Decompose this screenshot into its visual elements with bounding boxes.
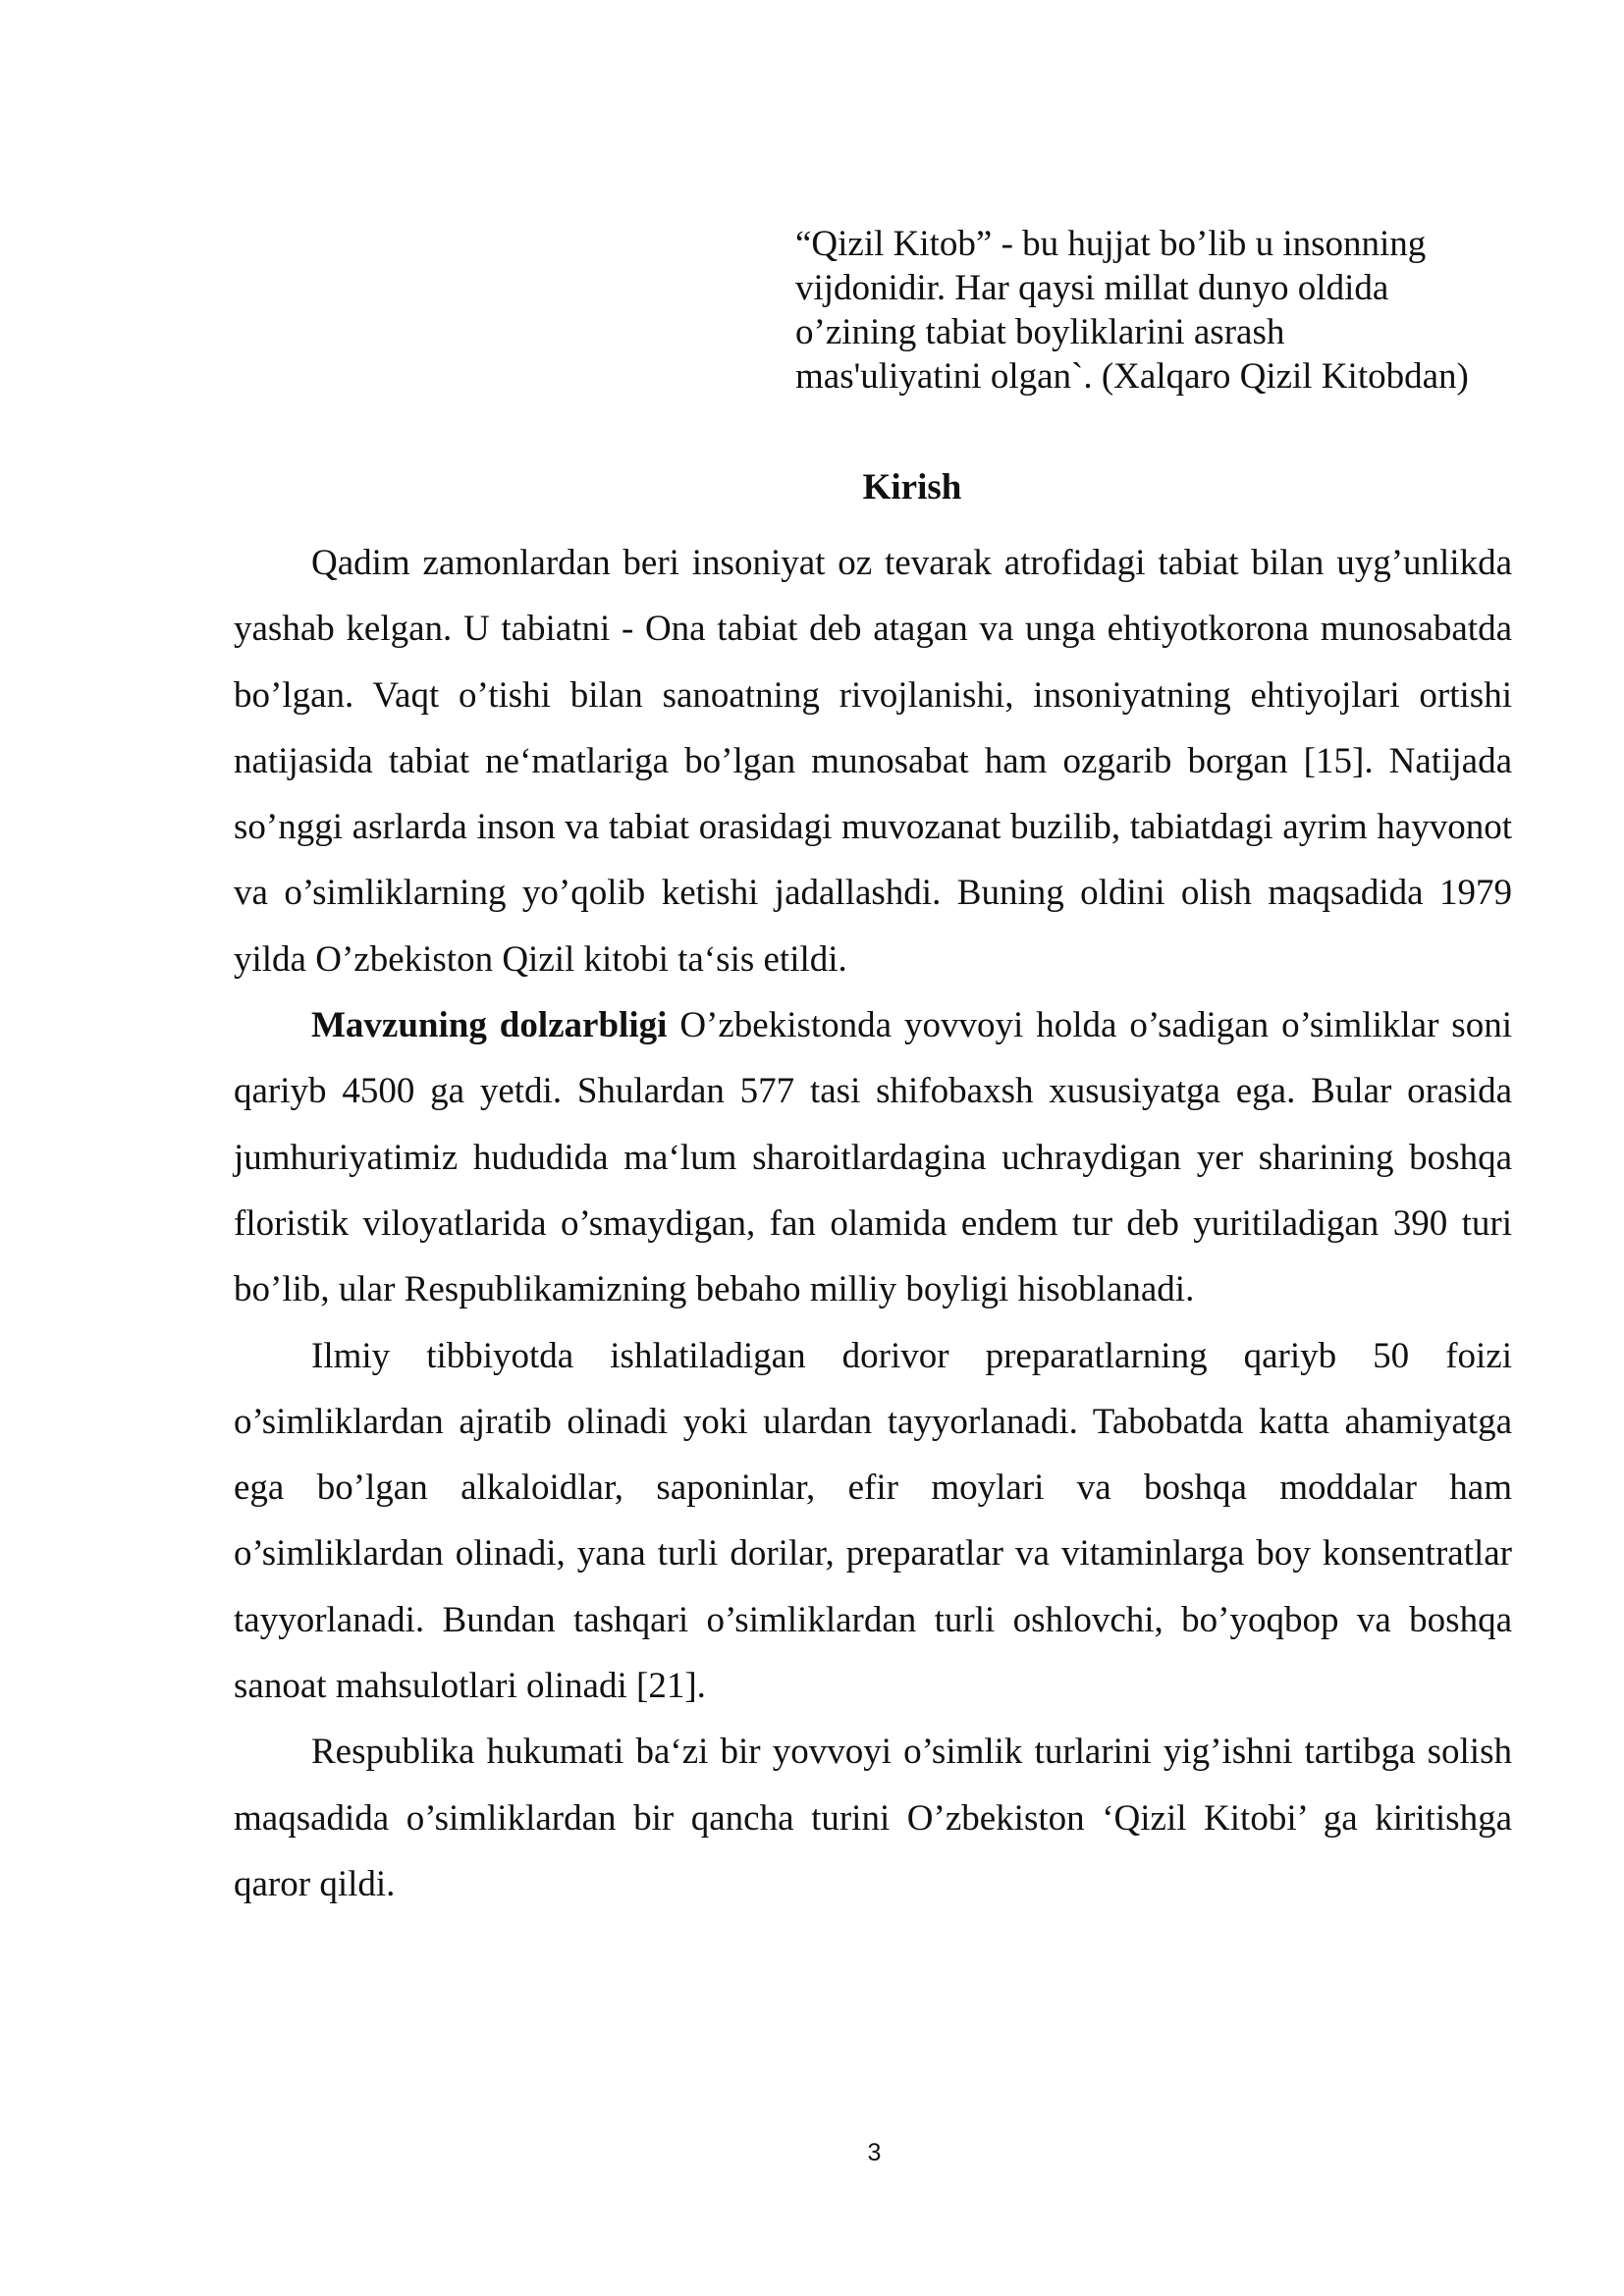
paragraph-text: Ilmiy tibbiyotda ishlatiladigan dorivor preparatlarning qariyb 50 foizi o’simliklardan ajratib olinadi yoki ulardan tayyorlanadi. Tabobatda katta ahamiyatga ega bo’lgan alkaloidlar, saponinlar, efir moylari va boshqa moddalar ham o’simliklardan olinadi, yana turli dorilar, preparatlar va vitaminlarga boy konsentratlar tayyorlanadi. Bundan tashqari o’simliklardan turli oshlovchi, bo’yoqbop va boshqa sanoat mahsulotlari olinadi [21]. [234,1335,1512,1707]
paragraph-lead-heading: Mavzuning dolzarbligi [311,1005,668,1046]
epigraph-line: “Qizil Kitob” - bu hujjat bo’lib u insonning [795,224,1427,264]
paragraph-medicine [234,1323,1512,1720]
epigraph-line: vijdonidir. Har qaysi millat dunyo oldida [795,268,1389,308]
epigraph-quote [795,222,1502,399]
section-title: Kirish [862,467,962,507]
paragraph-text: Respublika hukumati ba‘zi bir yovvoyi o’simlik turlarini yig’ishni tartibga solish maqsadida o’simliklardan bir qancha turini O’zbekiston ‘Qizil Kitobi’ ga kiritishga qaror qildi. [234,1732,1512,1904]
body-text [234,530,1512,1917]
paragraph-text: O’zbekistonda yovvoyi holda o’sadigan o’simliklar soni qariyb 4500 ga yetdi. Shulardan 577 tasi shifobaxsh xususiyatga ega. Bular orasida jumhuriyatimiz hududida ma‘lum sharoitlardagina uchraydigan yer sharining boshqa floristik viloyatlarida o’smaydigan, fan olamida endem tur deb yuritiladigan 390 turi bo’lib, ular Respublikamizning bebaho milliy boyligi hisoblanadi. [234,1005,1512,1310]
paragraph-intro [234,530,1512,992]
paragraph-text: Qadim zamonlardan beri insoniyat oz tevarak atrofidagi tabiat bilan uyg’unlikda yashab kelgan. U tabiatni - Ona tabiat deb atagan va unga ehtiyotkorona munosabatda bo’lgan. Vaqt o’tishi bilan sanoatning rivojlanishi, insoniyatning ehtiyojlari ortishi natijasida tabiat ne‘matlariga bo’lgan munosabat ham ozgarib borgan [15]. Natijada so’nggi asrlarda inson va tabiat orasidagi muvozanat buzilib, tabiatdagi ayrim hayvonot va o’simliklarning yo’qolib ketishi jadallashdi. Buning oldini olish maqsadida 1979 yilda O’zbekiston Qizil kitobi ta‘sis etildi. [234,543,1512,980]
paragraph-government [234,1719,1512,1917]
epigraph-line: mas'uliyatini olgan`. (Xalqaro Qizil Kitobdan) [795,356,1469,397]
epigraph-line: o’zining tabiat boyliklarini asrash [795,312,1285,352]
paragraph-relevance [234,992,1512,1322]
page-number: 3 [867,2139,882,2166]
